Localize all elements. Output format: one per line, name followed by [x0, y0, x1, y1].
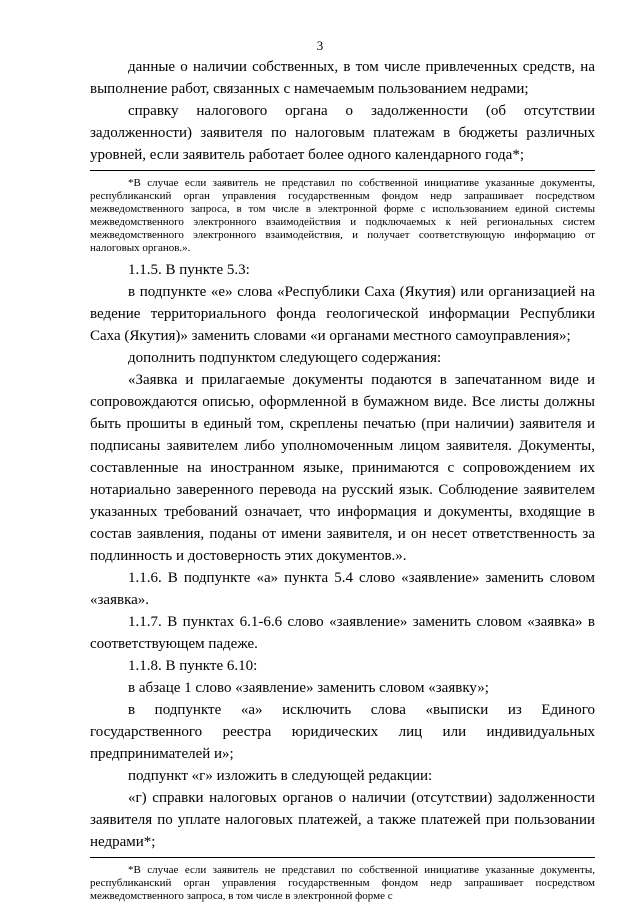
paragraph: «г) справки налоговых органов о наличии (отсутствии) задолженности заявителя по уплате налоговых платежей, а также платежей при пользовании недрами*;	[90, 790, 595, 850]
document-body	[90, 56, 595, 903]
footnote: *В случае если заявитель не представил по собственной инициативе указанные документы, республиканский орган управления государственным фондом недр запрашивает посредством межведомственного запроса, в том числе в электронной форме с использованием единой системы межведомственного электронного взаимодействия и подключаемых к ней региональных систем межведомственного электронного взаимодействия, и получает соответствующую информацию от налоговых органов.».	[90, 177, 595, 254]
paragraph: 1.1.8. В пункте 6.10:	[128, 658, 258, 674]
paragraph: «Заявка и прилагаемые документы подаются в запечатанном виде и сопровождаются описью, оформленной в бумажном виде. Все листы должны быть прошиты в единый том, скреплены печатью (при наличии) заявителя и подписаны заявителем либо уполномоченным лицом заявителя. Документы, составленные на иностранном языке, принимаются с сопровождением их нотариально заверенного перевода на русский язык. Соблюдение заявителем указанных требований означает, что информация и документы, входящие в состав заявления, поданы от имени заявителя, и он несет ответственность за подлинность и достоверность этих документов.».	[90, 372, 595, 564]
main-text-block	[90, 259, 595, 853]
paragraph: в подпункте «е» слова «Республики Саха (Якутия) или организацией на ведение территориального фонда геологической информации Республики Саха (Якутия)» заменить словами «и органами местного самоуправления»;	[90, 284, 595, 344]
paragraph: справку налогового органа о задолженности (об отсутствии задолженности) заявителя по налоговым платежам в бюджеты различных уровней, если заявитель работает более одного календарного года*;	[90, 103, 595, 163]
paragraph: в абзаце 1 слово «заявление» заменить словом «заявку»;	[128, 680, 489, 696]
paragraph: в подпункте «а» исключить слова «выписки из Единого государственного реестра юридических лиц или индивидуальных предпринимателей и»;	[90, 702, 595, 762]
footnote-separator	[90, 170, 595, 171]
page-number: 3	[316, 38, 324, 53]
paragraph: данные о наличии собственных, в том числе привлеченных средств, на выполнение работ, связанных с намечаемым пользованием недрами;	[90, 59, 595, 97]
footnote-separator	[90, 857, 595, 858]
footnote: *В случае если заявитель не представил по собственной инициативе указанные документы, республиканский орган управления государственным фондом недр запрашивает посредством межведомственного запроса, в том числе в электронной форме с	[90, 864, 595, 902]
paragraph: дополнить подпунктом следующего содержания:	[128, 350, 442, 366]
paragraph: подпункт «г» изложить в следующей редакции:	[128, 768, 433, 784]
paragraph: 1.1.5. В пункте 5.3:	[128, 262, 250, 278]
paragraph: 1.1.7. В пунктах 6.1-6.6 слово «заявление» заменить словом «заявка» в соответствующем падеже.	[90, 614, 595, 652]
paragraph: 1.1.6. В подпункте «а» пункта 5.4 слово «заявление» заменить словом «заявка».	[90, 570, 595, 608]
